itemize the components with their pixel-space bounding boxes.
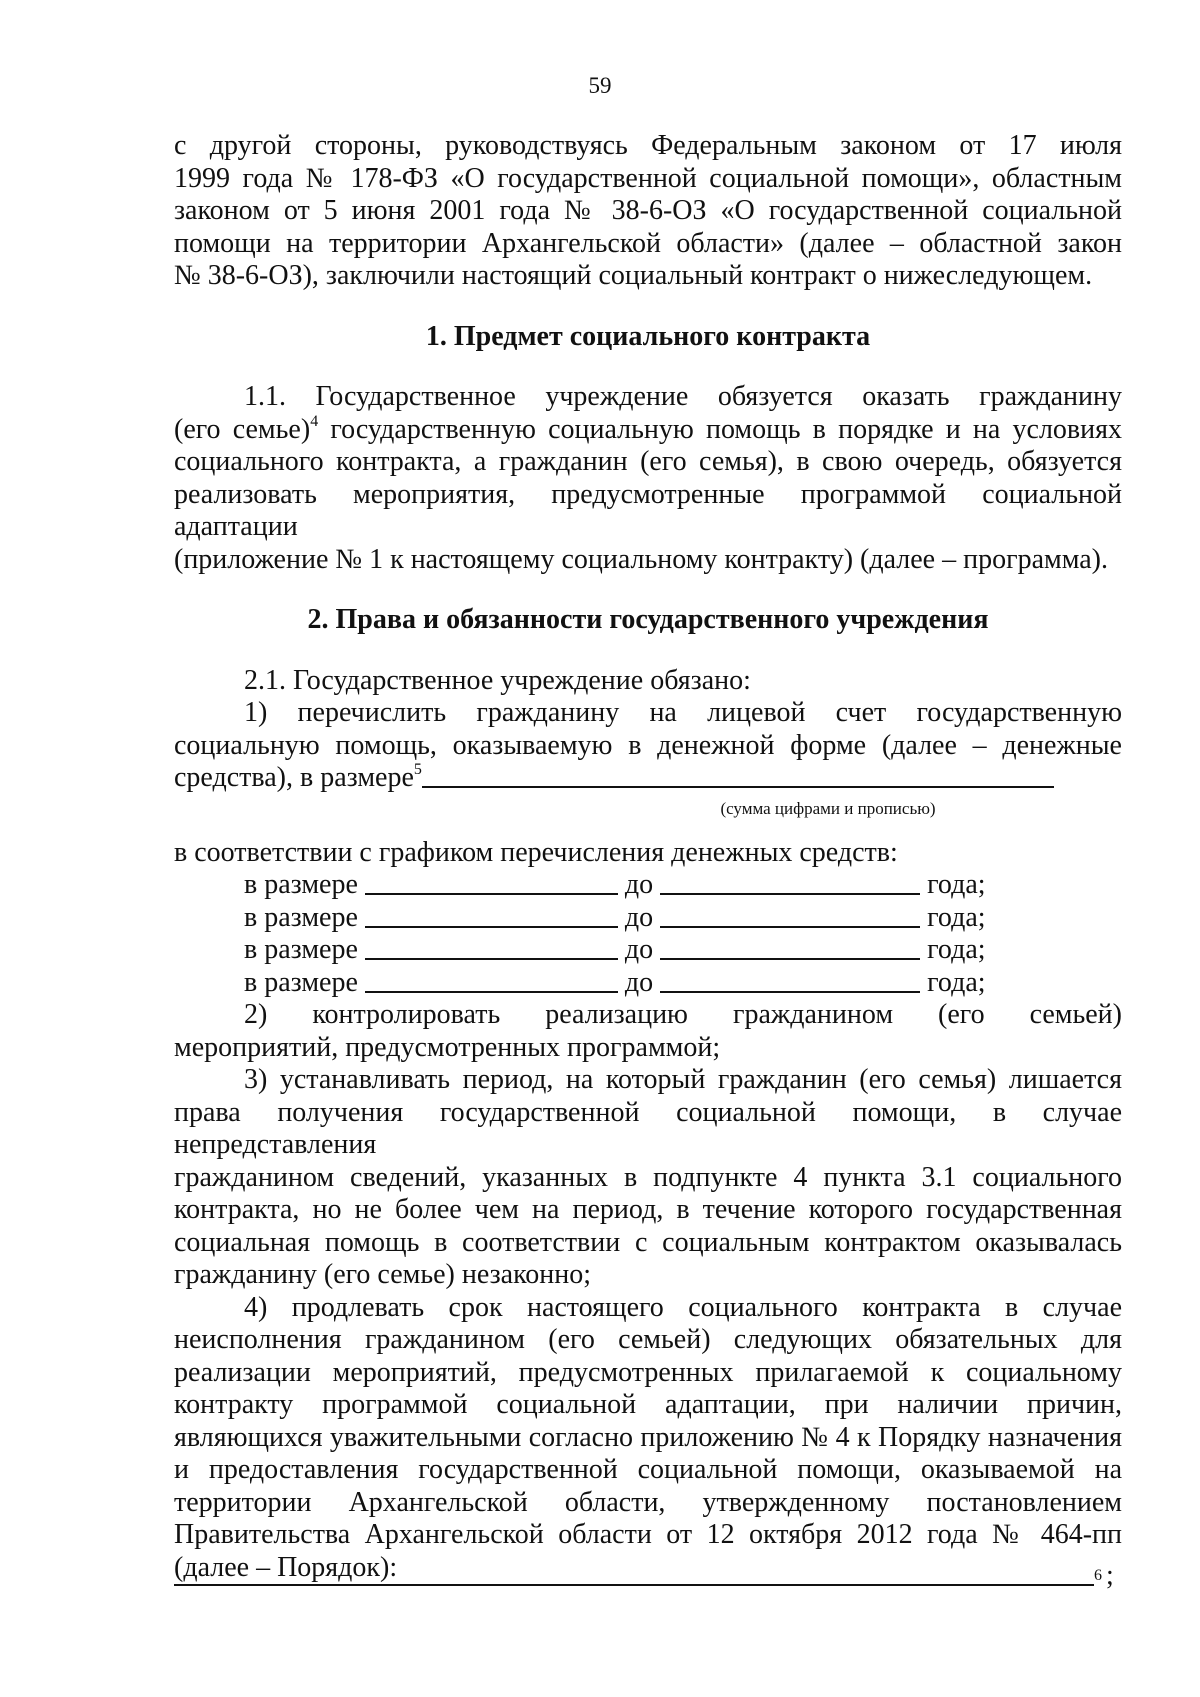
body-text [174,130,1122,1584]
schedule-row: в размере до года; [244,934,986,965]
item-1-line: социальную помощь, оказываемую в денежной форме (далее – денежные [174,729,1122,761]
footnote-6-marker: 6 [1094,1567,1102,1584]
schedule-date-field[interactable] [660,869,920,895]
item-4 [174,1292,1122,1585]
clause-1-1-line: социального контракта, а гражданин (его семья), в свою очередь, обязуется [174,446,1122,477]
clause-1-1-line: 1.1. Государственное учреждение обязуется оказать гражданину [244,381,1122,412]
section-2-title: 2. Права и обязанности государственного учреждения [307,604,989,635]
schedule-intro: в соответствии с графиком перечисления денежных средств: [174,836,898,868]
section-1-paragraph [174,381,1122,576]
schedule-row: в размере до года; [244,869,986,900]
item-3-line: 3) устанавливать период, на который гражданин (его семья) лишается [244,1064,1122,1095]
item-4-line: контракту программой социальной адаптации, при наличии причин, [174,1389,1122,1420]
schedule-row: в размере до года; [244,966,986,998]
page-number: 59 [588,73,612,98]
item-4-line: территории Архангельской области, утвержденному постановлением [174,1486,1122,1518]
amount-field[interactable] [422,762,1054,788]
item-4-line: являющихся уважительными согласно приложению № 4 к Порядку назначения [174,1421,1122,1453]
item-1-line: 1) перечислить гражданину на лицевой счет государственную [244,697,1122,728]
schedule-date-field[interactable] [660,967,920,993]
item-3-line: права получения государственной социальной помощи, в случае непредставления [174,1096,1122,1160]
item-3-line: гражданином сведений, указанных в подпункте 4 пункта 3.1 социального [174,1161,1122,1193]
schedule-amount-field[interactable] [365,934,618,960]
item-4-line: неисполнения гражданином (его семьей) следующих обязательных для [174,1324,1122,1355]
clause-2-1: 2.1. Государственное учреждение обязано: [244,664,751,696]
item-4-line: (далее – Порядок): [174,1551,398,1583]
schedule-amount-field[interactable] [365,967,618,993]
item-4-line: Правительства Архангельской области от 12 октября 2012 года № 464-пп [174,1519,1122,1550]
schedule-date-field[interactable] [660,902,920,928]
item-4-line: 4) продлевать срок настоящего социального контракта в случае [244,1291,1122,1323]
schedule-date-field[interactable] [660,934,920,960]
intro-line: с другой стороны, руководствуясь Федеральным законом от 17 июля [174,130,1122,161]
intro-line: 1999 года № 178-ФЗ «О государственной социальной помощи», областным [174,162,1122,194]
clause-1-1-line: (его семье)$^4$ государственную социальную помощь в порядке и на условиях [174,412,1123,445]
amount-caption: (сумма цифрами и прописью) [720,798,936,818]
reasons-blank [174,1556,1122,1591]
payment-schedule [174,869,1122,999]
item-1 [174,697,1122,820]
item-3-line: социальная помощь в соответствии с социальным контрактом оказывалась [174,1226,1122,1258]
item-3 [174,1064,1122,1292]
item-4-line: реализации мероприятий, предусмотренных прилагаемой к социальному [174,1356,1122,1388]
schedule-amount-field[interactable] [365,869,618,895]
item-1-line: средства), в размере$^5$ [174,762,1122,795]
section-1-title: 1. Предмет социального контракта [425,320,871,352]
item-2-line: мероприятий, предусмотренных программой; [174,1031,721,1063]
intro-line: № 38-6-ОЗ), заключили настоящий социальный контракт о нижеследующем. [174,260,1093,291]
intro-line: законом от 5 июня 2001 года № 38-6-ОЗ «О государственной социальной [174,195,1122,226]
clause-1-1-line: (приложение № 1 к настоящему социальному контракту) (далее – программа). [174,543,1108,575]
item-2 [174,999,1122,1064]
schedule-row: в размере до года; [244,901,986,933]
item-4-line: и предоставления государственной социальной помощи, оказываемой на [174,1454,1122,1485]
line-terminator: ; [1106,1560,1114,1591]
intro-line: помощи на территории Архангельской области» (далее – областной закон [174,227,1122,259]
footnote-5-marker: 5 [413,761,422,778]
intro-paragraph [174,130,1122,293]
footnote-4-marker: 4 [310,412,319,430]
clause-1-1-line: реализовать мероприятия, предусмотренные программой социальной адаптации [174,478,1122,542]
item-3-line: контракта, но не более чем на период, в течение которого государственная [174,1194,1122,1225]
schedule-amount-field[interactable] [365,902,618,928]
item-3-line: гражданину (его семье) незаконно; [174,1259,592,1290]
reasons-field[interactable] [174,1584,1094,1586]
item-2-line: 2) контролировать реализацию гражданином (его семьей) [244,999,1122,1030]
